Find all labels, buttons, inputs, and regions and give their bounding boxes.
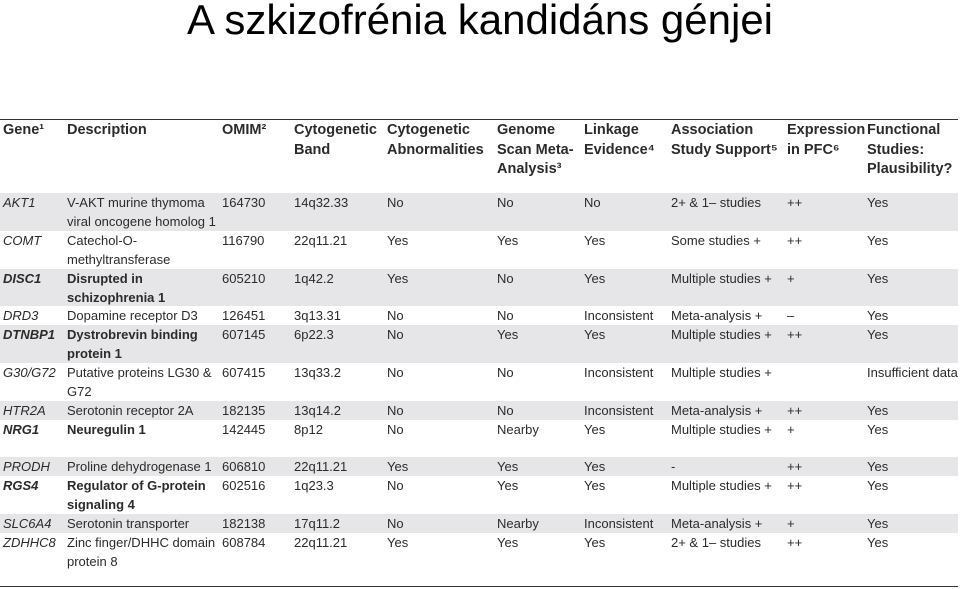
cell-omim: 606810 [222, 459, 266, 474]
cell-abnormalities: Yes [387, 459, 409, 474]
cell-expression: + [787, 271, 795, 286]
cell-linkage: Inconsistent [584, 516, 654, 531]
cell-expression: ++ [787, 478, 803, 493]
cell-omim: 602516 [222, 478, 266, 493]
cell-abnormalities: Yes [387, 233, 409, 248]
cell-omim: 607415 [222, 365, 266, 380]
cell-omim: 116790 [222, 233, 265, 248]
cell-linkage: Yes [584, 535, 606, 550]
cell-association: Meta-analysis + [671, 403, 763, 418]
header-genome-scan: Genome Scan Meta- Analysis³ [497, 122, 574, 177]
cell-description: Serotonin transporter [67, 516, 190, 531]
cell-association: Multiple studies + [671, 478, 772, 493]
cell-band: 3q13.31 [294, 308, 341, 323]
cell-band: 22q11.21 [294, 535, 348, 550]
cell-description: Dopamine receptor D3 [67, 308, 198, 323]
table-row [0, 193, 958, 231]
cell-gene: ZDHHC8 [3, 535, 56, 550]
cell-description: Catechol-O-methyltransferase [67, 233, 171, 267]
cell-functional: Yes [867, 478, 889, 493]
table-row [0, 269, 958, 306]
cell-linkage: Yes [584, 459, 606, 474]
cell-gene: RGS4 [3, 478, 39, 493]
cell-functional: Yes [867, 422, 889, 437]
cell-description: Putative proteins LG30 & G72 [67, 365, 212, 399]
cell-description: Serotonin receptor 2A [67, 403, 194, 418]
cell-omim: 182138 [222, 516, 266, 531]
cell-functional: Insufficient data [867, 365, 958, 380]
cell-gene: AKT1 [3, 195, 36, 210]
cell-functional: Yes [867, 271, 889, 286]
cell-expression: ++ [787, 459, 803, 474]
cell-linkage: Yes [584, 327, 606, 342]
cell-abnormalities: Yes [387, 271, 409, 286]
cell-description: Dystrobrevin binding protein 1 [67, 327, 198, 361]
cell-band: 1q42.2 [294, 271, 334, 286]
cell-abnormalities: Yes [387, 535, 409, 550]
cell-description: Proline dehydrogenase 1 [67, 459, 212, 474]
cell-band: 13q33.2 [294, 365, 341, 380]
header-expression-pfc: Expression in PFC⁶ [787, 122, 866, 158]
cell-omim: 182135 [222, 403, 266, 418]
cell-functional: Yes [867, 459, 889, 474]
cell-association: Meta-analysis + [671, 516, 763, 531]
cell-linkage: Inconsistent [584, 365, 654, 380]
table-row [0, 457, 958, 476]
header-functional-studies: Functional Studies: Plausibility? [867, 122, 953, 177]
cell-gene: G30/G72 [3, 365, 56, 380]
cell-expression: + [787, 516, 795, 531]
cell-band: 13q14.2 [294, 403, 341, 418]
cell-omim: 608784 [222, 535, 266, 550]
cell-band: 8p12 [294, 422, 323, 437]
cell-omim: 142445 [222, 422, 266, 437]
cell-band: 14q32.33 [294, 195, 349, 210]
header-gene: Gene¹ [3, 122, 45, 138]
cell-gene: PRODH [3, 459, 50, 474]
cell-omim: 605210 [222, 271, 266, 286]
cell-linkage: Inconsistent [584, 308, 654, 323]
cell-genome-scan: No [497, 271, 514, 286]
cell-functional: Yes [867, 195, 889, 210]
cell-gene: COMT [3, 233, 42, 248]
cell-linkage: Yes [584, 478, 606, 493]
cell-abnormalities: No [387, 478, 404, 493]
cell-gene: DISC1 [3, 271, 42, 286]
cell-association: 2+ & 1– studies [671, 535, 761, 550]
cell-band: 22q11.21 [294, 233, 348, 248]
cell-expression: + [787, 422, 795, 437]
cell-association: Multiple studies + [671, 327, 772, 342]
cell-omim: 164730 [222, 195, 266, 210]
cell-association: Some studies + [671, 233, 761, 248]
table-row [0, 420, 958, 457]
cell-abnormalities: No [387, 516, 404, 531]
cell-description: Regulator of G-protein signaling 4 [67, 478, 206, 512]
cell-description: Neuregulin 1 [67, 422, 146, 437]
cell-linkage: No [584, 195, 601, 210]
cell-abnormalities: No [387, 365, 404, 380]
cell-description: Disrupted in schizophrenia 1 [67, 271, 166, 305]
cell-genome-scan: No [497, 308, 514, 323]
header-linkage-evidence: Linkage Evidence⁴ [584, 122, 655, 158]
cell-linkage: Yes [584, 233, 606, 248]
cell-gene: DTNBP1 [3, 327, 56, 342]
cell-linkage: Yes [584, 422, 606, 437]
table-row [0, 533, 958, 573]
cell-association: Multiple studies + [671, 422, 772, 437]
cell-functional: Yes [867, 308, 889, 323]
cell-functional: Yes [867, 233, 889, 248]
cell-genome-scan: Yes [497, 233, 519, 248]
cell-band: 17q11.2 [294, 516, 341, 531]
cell-genome-scan: Yes [497, 535, 519, 550]
cell-expression: ++ [787, 233, 803, 248]
table-row [0, 476, 958, 514]
cell-band: 1q23.3 [294, 478, 334, 493]
cell-association: Meta-analysis + [671, 308, 763, 323]
cell-abnormalities: No [387, 422, 404, 437]
table-row [0, 325, 958, 363]
cell-functional: Yes [867, 403, 889, 418]
table-row [0, 306, 958, 325]
cell-description: V-AKT murine thymoma viral oncogene homolog 1 [67, 195, 216, 229]
table-row [0, 231, 958, 269]
cell-description: Zinc finger/DHHC domain protein 8 [67, 535, 216, 569]
cell-abnormalities: No [387, 308, 404, 323]
cell-functional: Yes [867, 535, 889, 550]
header-cytogenetic-band: Cytogenetic Band [294, 122, 377, 158]
table-header [0, 120, 958, 192]
cell-gene: HTR2A [3, 403, 46, 418]
header-association-support: Association Study Support⁵ [671, 122, 778, 158]
cell-genome-scan: Yes [497, 459, 519, 474]
cell-linkage: Inconsistent [584, 403, 654, 418]
cell-association: 2+ & 1– studies [671, 195, 761, 210]
cell-association: - [671, 459, 676, 474]
cell-association: Multiple studies + [671, 365, 772, 380]
cell-functional: Yes [867, 516, 889, 531]
cell-abnormalities: No [387, 327, 404, 342]
header-description: Description [67, 122, 147, 138]
cell-gene: DRD3 [3, 308, 39, 323]
cell-functional: Yes [867, 327, 889, 342]
table-row [0, 401, 958, 420]
table-row [0, 514, 958, 533]
cell-genome-scan: Nearby [497, 516, 539, 531]
header-cytogenetic-abnormalities: Cytogenetic Abnormalities [387, 122, 484, 158]
cell-expression: – [787, 308, 795, 323]
slide-title: A szkizofrénia kandidáns génjei [186, 0, 774, 43]
cell-expression: ++ [787, 403, 803, 418]
cell-omim: 607145 [222, 327, 266, 342]
cell-gene: SLC6A4 [3, 516, 52, 531]
cell-genome-scan: No [497, 195, 514, 210]
cell-linkage: Yes [584, 271, 606, 286]
table-row [0, 363, 958, 401]
cell-genome-scan: No [497, 403, 514, 418]
cell-genome-scan: Yes [497, 327, 519, 342]
header-omim: OMIM² [222, 122, 267, 138]
cell-expression: ++ [787, 535, 803, 550]
cell-band: 22q11.21 [294, 459, 348, 474]
cell-genome-scan: No [497, 365, 514, 380]
cell-abnormalities: No [387, 403, 404, 418]
cell-band: 6p22.3 [294, 327, 334, 342]
table-bottom-rule [0, 586, 958, 587]
cell-expression: ++ [787, 327, 803, 342]
cell-genome-scan: Nearby [497, 422, 539, 437]
cell-expression: ++ [787, 195, 803, 210]
cell-association: Multiple studies + [671, 271, 772, 286]
cell-abnormalities: No [387, 195, 404, 210]
cell-gene: NRG1 [3, 422, 40, 437]
cell-genome-scan: Yes [497, 478, 519, 493]
cell-omim: 126451 [222, 308, 266, 323]
